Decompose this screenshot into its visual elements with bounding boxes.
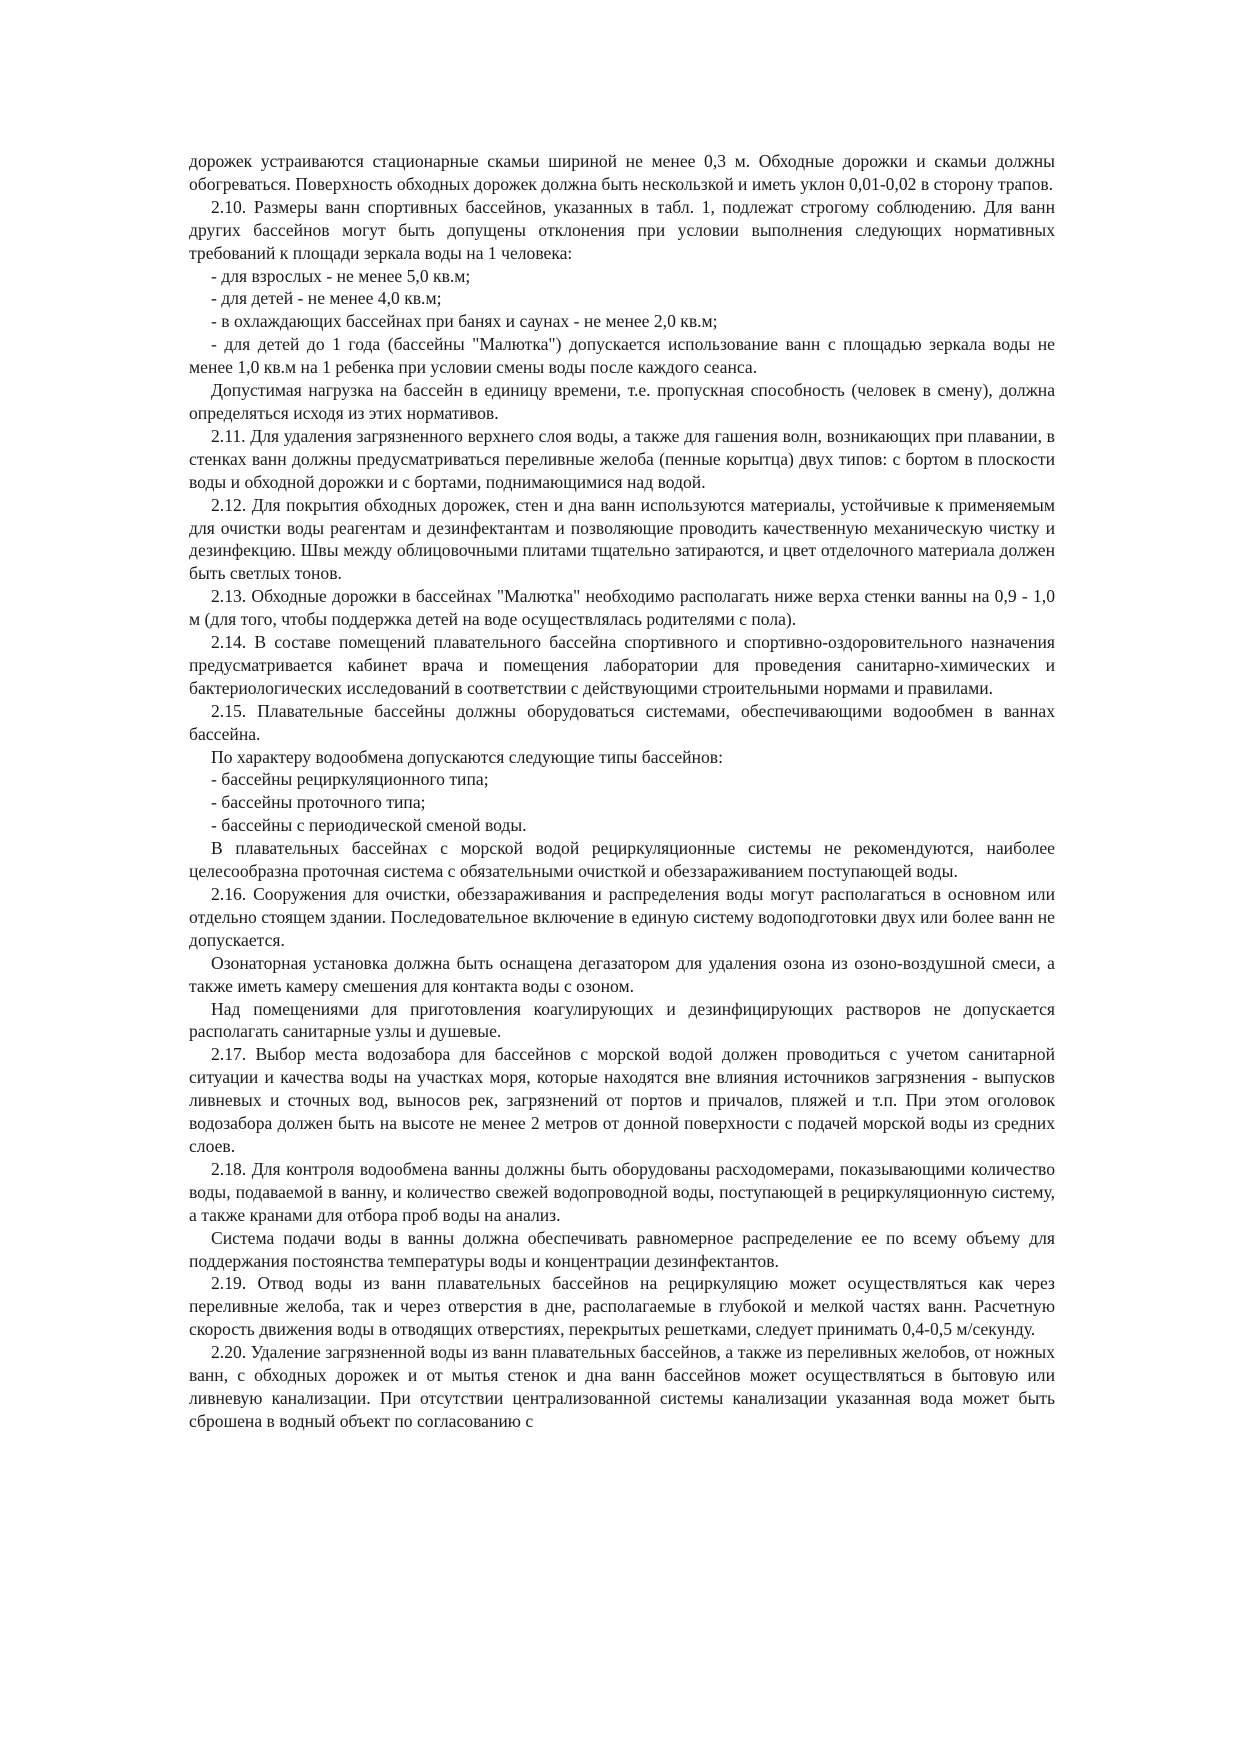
paragraph-continued-walkways: дорожек устраиваются стационарные скамьи шириной не менее 0,3 м. Обходные дорожки и скамьи должны обогреваться. Поверхность обходных дорожек должна быть нескользкой и иметь уклон 0,01-0,02 в сторону трапов. <box>189 151 1055 194</box>
list-item-cooling-pools: - в охлаждающих бассейнах при банях и саунах - не менее 2,0 кв.м; <box>211 311 718 332</box>
paragraph-2-19: 2.19. Отвод воды из ванн плавательных бассейнов на рециркуляцию может осуществляться как через переливные желоба, так и через отверстия в дне, располагаемые в глубокой и мелкой частях ванн. Расчетную скорость движения воды в отводящих отверстиях, перекрытых решетками, следует принимать 0,4-0,5 м/секунду. <box>189 1273 1055 1340</box>
list-item-children: - для детей - не менее 4,0 кв.м; <box>211 288 442 309</box>
list-item-infants: - для детей до 1 года (бассейны "Малютка") допускается использование ванн с площадью зеркала воды не менее 1,0 кв.м на 1 ребенка при условии смены воды после каждого сеанса. <box>189 334 1055 378</box>
list-item-flow-through: - бассейны проточного типа; <box>211 792 426 813</box>
paragraph-2-12: 2.12. Для покрытия обходных дорожек, стен и дна ванн используются материалы, устойчивые к применяемым для очистки воды реагентам и дезинфектантам и позволяющие проводить качественную механическую чистку и дезинфекцию. Швы между облицовочными плитами тщательно затираются, и цвет отделочного материала должен быть светлых тонов. <box>189 494 1055 584</box>
paragraph-2-18: 2.18. Для контроля водообмена ванны должны быть оборудованы расходомерами, показывающими количество воды, подаваемой в ванну, и количество свежей водопроводной воды, поступающей в рециркуляционную систему, а также кранами для отбора проб воды на анализ. <box>189 1158 1055 1225</box>
paragraph-water-exchange-types: По характеру водообмена допускаются следующие типы бассейнов: <box>211 746 723 767</box>
paragraph-2-15: 2.15. Плавательные бассейны должны оборудоваться системами, обеспечивающими водообмен в ваннах бассейна. <box>189 700 1055 744</box>
paragraph-2-16: 2.16. Сооружения для очистки, обеззараживания и распределения воды могут располагаться в основном или отдельно стоящем здании. Последовательное включение в единую систему водоподготовки двух или более ванн не допускается. <box>189 884 1055 950</box>
paragraph-2-20: 2.20. Удаление загрязненной воды из ванн плавательных бассейнов, а также из переливных желобов, от ножных ванн, с обходных дорожек и от мытья стенок и дна ванн бассейнов может осуществляться в бытовую или ливневую канализации. При отсутствии централизованной системы канализации указанная вода может быть сброшена в водный объект по согласованию с <box>189 1342 1055 1431</box>
list-item-periodic-change: - бассейны с периодической сменой воды. <box>211 815 527 836</box>
paragraph-2-14: 2.14. В составе помещений плавательного бассейна спортивного и спортивно-оздоровительного назначения предусматривается кабинет врача и помещения лаборатории для проведения санитарно-химических и бактериологических исследований в соответствии с действующими строительными нормами и правилами. <box>189 632 1055 698</box>
paragraph-sea-water: В плавательных бассейнах с морской водой рециркуляционные системы не рекомендуются, наиболее целесообразна проточная система с обязательными очисткой и обеззараживанием поступающей воды. <box>189 838 1055 882</box>
document-page <box>189 150 1055 1433</box>
paragraph-2-11: 2.11. Для удаления загрязненного верхнего слоя воды, а также для гашения волн, возникающих при плавании, в стенках ванн должны предусматриваться переливные желоба (пенные корытца) двух типов: с бортом в плоскости воды и обходной дорожки и с бортами, поднимающимися над водой. <box>189 425 1055 492</box>
paragraph-2-10: 2.10. Размеры ванн спортивных бассейнов, указанных в табл. 1, подлежат строгому соблюдению. Для ванн других бассейнов могут быть допущены отклонения при условии выполнения следующих нормативных требований к площади зеркала воды на 1 человека: <box>189 196 1055 263</box>
paragraph-2-17: 2.17. Выбор места водозабора для бассейнов с морской водой должен проводиться с учетом санитарной ситуации и качества воды на участках моря, которые находятся вне влияния источников загрязнения - выпусков ливневых и сточных вод, выносов рек, загрязнений от портов и причалов, пляжей и т.п. При этом оголовок водозабора должен быть на высоте не менее 2 метров от донной поверхности с подачей морской воды из средних слоев. <box>189 1044 1055 1156</box>
paragraph-solution-rooms: Над помещениями для приготовления коагулирующих и дезинфицирующих растворов не допускается располагать санитарные узлы и душевые. <box>189 998 1055 1042</box>
paragraph-ozonator: Озонаторная установка должна быть оснащена дегазатором для удаления озона из озоно-воздушной смеси, а также иметь камеру смешения для контакта воды с озоном. <box>189 952 1055 996</box>
paragraph-water-supply-system: Система подачи воды в ванны должна обеспечивать равномерное распределение ее по всему объему для поддержания постоянства температуры воды и концентрации дезинфектантов. <box>189 1227 1055 1271</box>
paragraph-allowed-load: Допустимая нагрузка на бассейн в единицу времени, т.е. пропускная способность (человек в смену), должна определяться исходя из этих нормативов. <box>189 380 1055 423</box>
list-item-recirculation: - бассейны рециркуляционного типа; <box>211 769 489 790</box>
paragraph-2-13: 2.13. Обходные дорожки в бассейнах "Малютка" необходимо располагать ниже верха стенки ванны на 0,9 - 1,0 м (для того, чтобы поддержка детей на воде осуществлялась родителями с пола). <box>189 586 1055 630</box>
list-item-adults: - для взрослых - не менее 5,0 кв.м; <box>211 265 471 286</box>
